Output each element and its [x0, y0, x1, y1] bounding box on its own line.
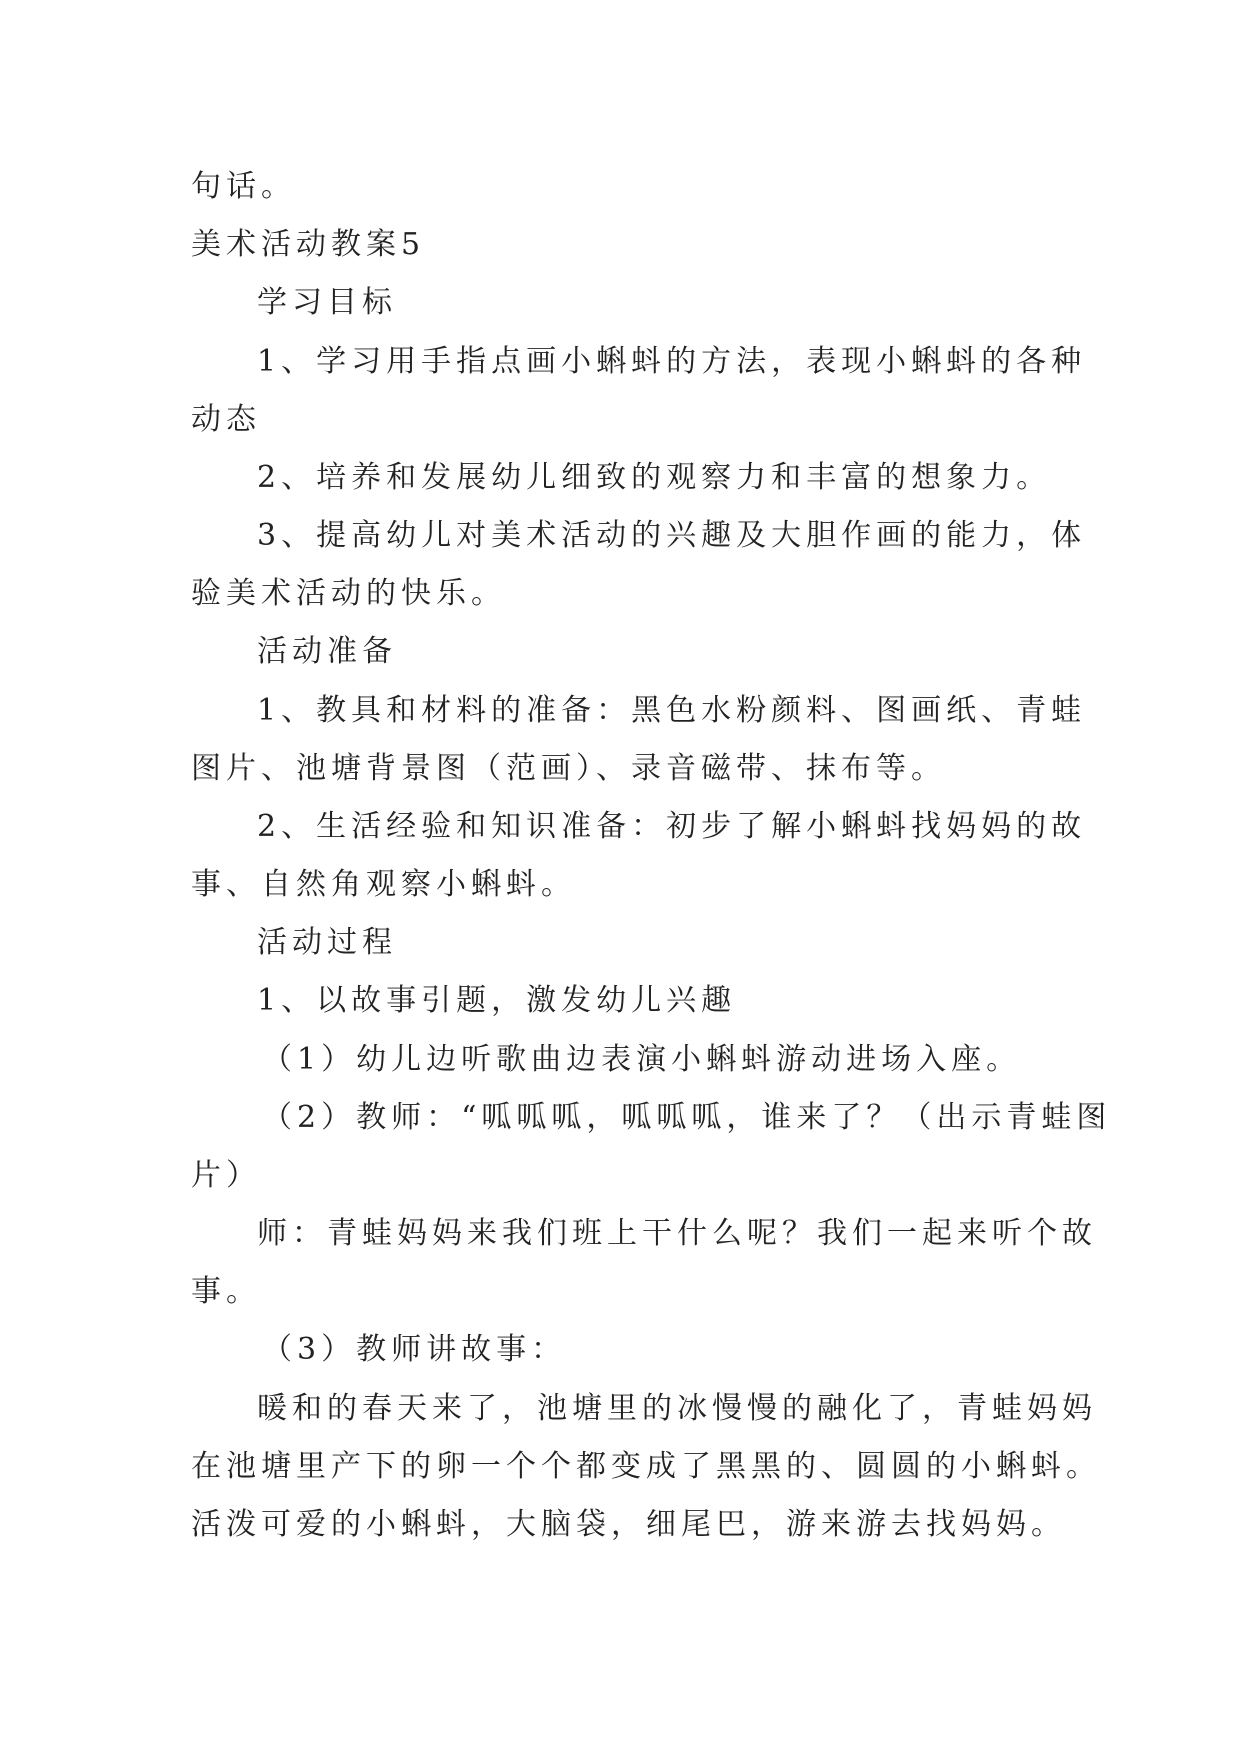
process-item-2-line-2: 片）: [191, 1158, 261, 1193]
section-title: 美术活动教案5: [191, 227, 426, 262]
preparation-2-line-1: 2、生活经验和知识准备：初步了解小蝌蚪找妈妈的故: [257, 809, 1087, 844]
preparation-2-line-2: 事、自然角观察小蝌蚪。: [191, 867, 576, 902]
subheading-learning-goals: 学习目标: [257, 285, 397, 320]
story-line-3: 活泼可爱的小蝌蚪，大脑袋，细尾巴，游来游去找妈妈。: [191, 1507, 1066, 1542]
story-line-2: 在池塘里产下的卵一个个都变成了黑黑的、圆圆的小蝌蚪。: [191, 1449, 1101, 1484]
preparation-1-line-1: 1、教具和材料的准备：黑色水粉颜料、图画纸、青蛙: [257, 693, 1087, 728]
preparation-1-line-2: 图片、池塘背景图（范画）、录音磁带、抹布等。: [191, 751, 946, 786]
process-item-2-line-1: （2）教师：“呱呱呱，呱呱呱，谁来了？（出示青蛙图: [262, 1100, 1112, 1135]
teacher-line-1: 师：青蛙妈妈来我们班上干什么呢？我们一起来听个故: [257, 1216, 1097, 1251]
subheading-activity-process: 活动过程: [257, 925, 397, 960]
subheading-activity-preparation: 活动准备: [257, 634, 397, 669]
goal-1-line-2: 动态: [191, 402, 261, 437]
process-step-1: 1、以故事引题，激发幼儿兴趣: [257, 983, 737, 1018]
text-line-continuation: 句话。: [191, 169, 296, 204]
process-item-3: （3）教师讲故事：: [262, 1332, 567, 1367]
process-item-1: （1）幼儿边听歌曲边表演小蝌蚪游动进场入座。: [262, 1042, 1022, 1077]
goal-2: 2、培养和发展幼儿细致的观察力和丰富的想象力。: [257, 460, 1052, 495]
goal-3-line-1: 3、提高幼儿对美术活动的兴趣及大胆作画的能力，体: [257, 518, 1087, 553]
teacher-line-2: 事。: [191, 1274, 261, 1309]
story-line-1: 暖和的春天来了，池塘里的冰慢慢的融化了，青蛙妈妈: [257, 1391, 1097, 1426]
goal-3-line-2: 验美术活动的快乐。: [191, 576, 506, 611]
goal-1-line-1: 1、学习用手指点画小蝌蚪的方法，表现小蝌蚪的各种: [257, 344, 1087, 379]
